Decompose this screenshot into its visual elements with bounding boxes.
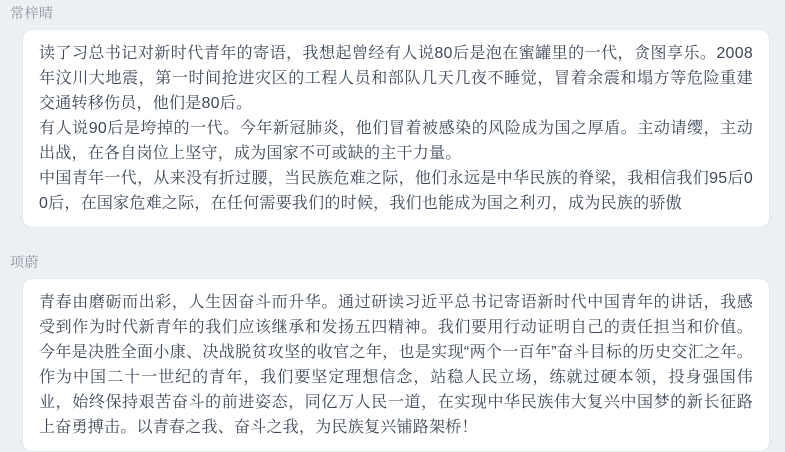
message-paragraph: 有人说90后是垮掉的一代。今年新冠肺炎，他们冒着被感染的风险成为国之厚盾。主动请缨，主动出战，在各自岗位上坚守，成为国家不可或缺的主干力量。 xyxy=(39,120,753,162)
author-name: 项蔚 xyxy=(10,254,39,270)
message-bubble xyxy=(22,278,770,452)
message-paragraph: 读了习总书记对新时代青年的寄语，我想起曾经有人说80后是泡在蜜罐里的一代，贪图享乐。2008年汶川大地震，第一时间抢进灾区的工程人员和部队几天几夜不睡觉，冒着余震和塌方等危险重建交通转移伤员，他们是80后。 xyxy=(39,45,753,112)
author-name: 常梓晴 xyxy=(10,5,54,21)
message-bubble xyxy=(22,29,770,228)
chat-message xyxy=(0,254,785,452)
chat-message xyxy=(0,5,785,228)
message-paragraph: 中国青年一代，从来没有折过腰，当民族危难之际，他们永远是中华民族的脊梁，我相信我们95后00后，在国家危难之际，在任何需要我们的时候，我们也能成为国之利刃，成为民族的骄傲 xyxy=(39,170,753,212)
message-paragraph: 青春由磨砺而出彩，人生因奋斗而升华。通过研读习近平总书记寄语新时代中国青年的讲话，我感受到作为时代新青年的我们应该继承和发扬五四精神。我们要用行动证明自己的责任担当和价值。今年是决胜全面小康、决战脱贫攻坚的收官之年，也是实现“两个一百年”奋斗目标的历史交汇之年。作为中国二十一世纪的青年，我们要坚定理想信念，站稳人民立场，练就过硬本领，投身强国伟业，始终保持艰苦奋斗的前进姿态，同亿万人民一道，在实现中华民族伟大复兴中国梦的新长征路上奋勇搏击。以青春之我、奋斗之我，为民族复兴铺路架桥！ xyxy=(39,294,753,436)
